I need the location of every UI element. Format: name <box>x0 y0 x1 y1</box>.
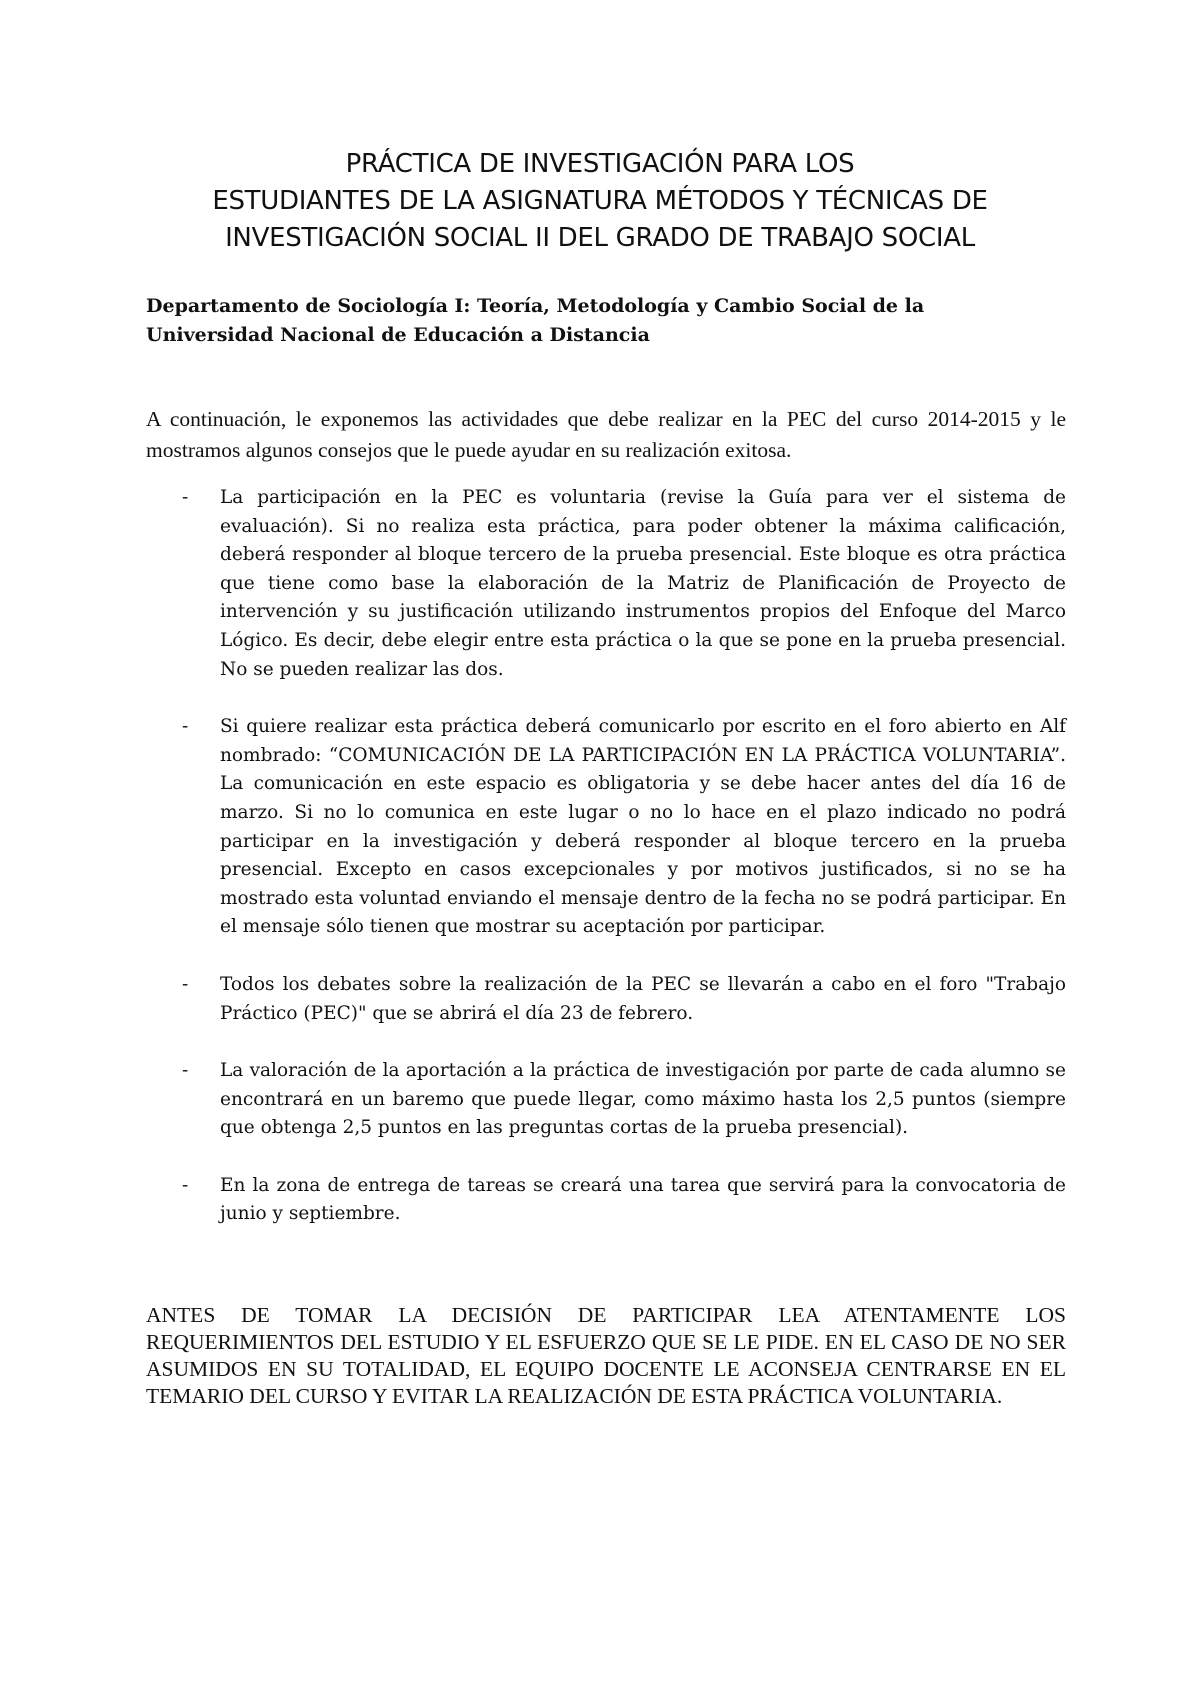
title-line-1: PRÁCTICA DE INVESTIGACIÓN PARA LOS <box>345 149 855 179</box>
bullet-marker: - <box>182 1060 189 1082</box>
list-item-text: Si quiere realizar esta práctica deberá comunicarlo por escrito en el foro abierto en Alf nombrado: “COMUNICACIÓN DE LA PARTICIPACIÓN EN LA PRÁCTICA VOLUNTARIA”. La comunicación en este espacio es obligatoria y se debe hacer antes del día 16 de marzo. Si no lo comunica en este lugar o no lo hace en el plazo indicado no podrá participar en la investigación y deberá responder al bloque tercero en la prueba presencial. Excepto en casos excepcionales y por motivos justificados, si no se ha mostrado esta voluntad enviando el mensaje dentro de la fecha no se podrá participar. En el mensaje sólo tienen que mostrar su aceptación por participar. <box>220 716 1066 938</box>
department-heading: Departamento de Sociología I: Teoría, Metodología y Cambio Social de la Universidad Nacional de Educación a Distancia <box>146 295 925 346</box>
bullet-marker: - <box>182 973 189 995</box>
bullet-marker: - <box>182 487 189 508</box>
list-item-text: Todos los debates sobre la realización de la PEC se llevarán a cabo en el foro "Trabajo Práctico (PEC)" que se abrirá el día 23 de febrero. <box>220 973 1066 1024</box>
list-item <box>146 971 1066 1028</box>
list-item-text: La valoración de la aportación a la práctica de investigación por parte de cada alumno se encontrará en un baremo que puede llegar, como máximo hasta los 2,5 puntos (siempre que obtenga 2,5 puntos en las preguntas cortas de la prueba presencial). <box>220 1060 1066 1139</box>
list-item <box>146 1172 1066 1229</box>
warning-paragraph: ANTES DE TOMAR LA DECISIÓN DE PARTICIPAR LEA ATENTAMENTE LOS REQUERIMIENTOS DEL ESTUDIO Y EL ESFUERZO QUE SE LE PIDE. EN EL CASO DE NO SER ASUMIDOS EN SU TOTALIDAD, EL EQUIPO DOCENTE LE ACONSEJA CENTRARSE EN EL TEMARIO DEL CURSO Y EVITAR LA REALIZACIÓN DE ESTA PRÁCTICA VOLUNTARIA. <box>146 1303 1066 1408</box>
list-item-text: En la zona de entrega de tareas se creará una tarea que servirá para la convocatoria de junio y septiembre. <box>220 1174 1066 1225</box>
list-item <box>146 484 1066 684</box>
bullet-marker: - <box>182 1174 189 1196</box>
bullet-marker: - <box>182 716 189 738</box>
list-item <box>146 713 1066 942</box>
document-title <box>100 146 1100 257</box>
list-item <box>146 1057 1066 1143</box>
title-line-2: ESTUDIANTES DE LA ASIGNATURA MÉTODOS Y TÉCNICAS DE <box>212 186 988 216</box>
intro-paragraph: A continuación, le exponemos las actividades que debe realizar en la PEC del curso 2014-2015 y le mostramos algunos consejos que le puede ayudar en su realización exitosa. <box>146 407 1066 462</box>
instructions-list <box>146 484 1066 1258</box>
title-line-3: INVESTIGACIÓN SOCIAL II DEL GRADO DE TRABAJO SOCIAL <box>225 223 975 253</box>
list-item-text: La participación en la PEC es voluntaria (revise la Guía para ver el sistema de evaluación). Si no realiza esta práctica, para poder obtener la máxima calificación, deberá responder al bloque tercero de la prueba presencial. Este bloque es otra práctica que tiene como base la elaboración de la Matriz de Planificación de Proyecto de intervención y su justificación utilizando instrumentos propios del Enfoque del Marco Lógico. Es decir, debe elegir entre esta práctica o la que se pone en la prueba presencial. No se pueden realizar las dos. <box>220 487 1066 680</box>
